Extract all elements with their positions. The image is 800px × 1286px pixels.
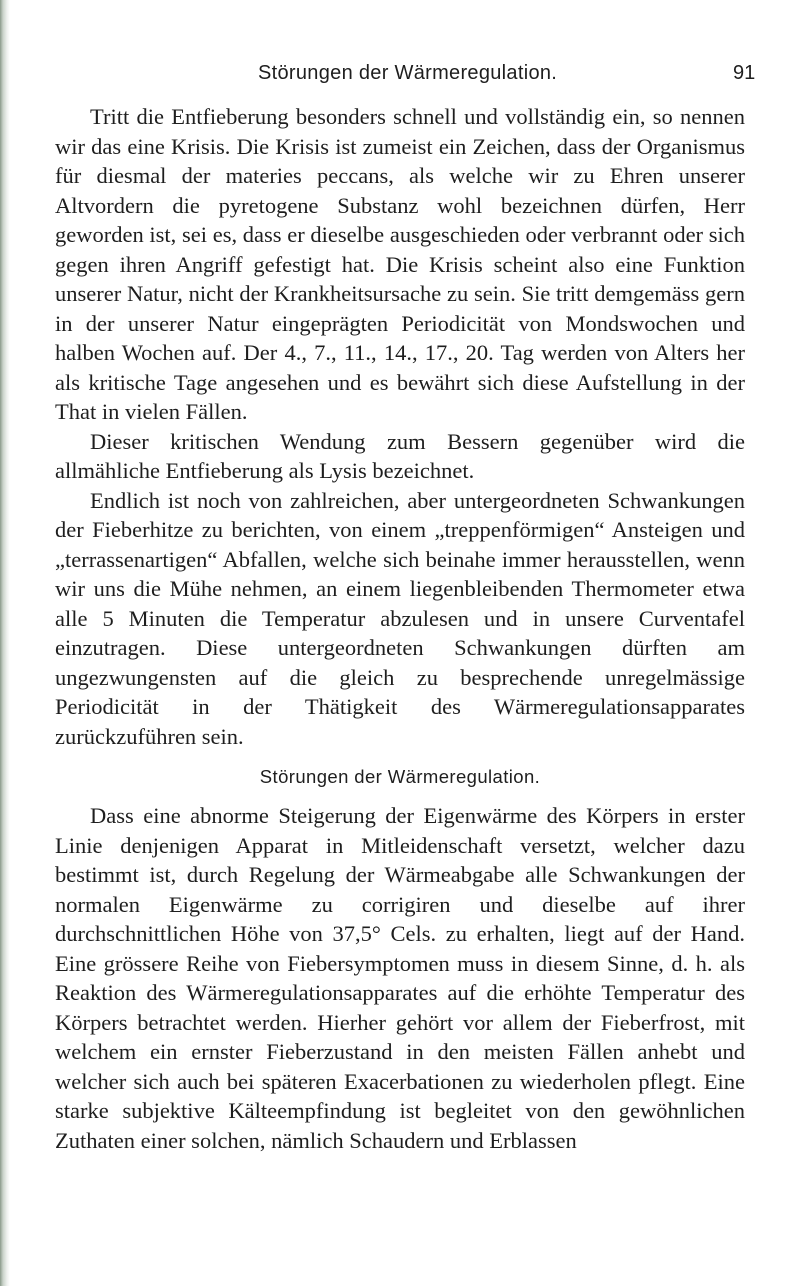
running-head <box>0 62 800 92</box>
page-binding-edge <box>0 0 10 1286</box>
page-number: 91 <box>733 62 756 84</box>
paragraph-waermeregulation: Dass eine abnorme Steigerung der Eigenwärme des Körpers in erster Linie denjenigen Apparat in Mitleidenschaft versetzt, welcher dazu bestimmt ist, durch Regelung der Wärmeabgabe alle Schwankungen der normalen Eigenwärme zu corrigiren und dieselbe auf ihrer durchschnittlichen Höhe von 37,5° Cels. zu erhalten, liegt auf der Hand. Eine grössere Reihe von Fiebersymptomen muss in diesem Sinne, d. h. als Reaktion des Wärmeregulationsapparates auf die erhöhte Temperatur des Körpers betrachtet werden. Hierher gehört vor allem der Fieberfrost, mit welchem ein ernster Fieberzustand in den meisten Fällen anhebt und welcher sich auch bei späteren Exacerbationen zu wiederholen pflegt. Eine starke subjektive Kälteempfindung ist begleitet von den gewöhnlichen Zuthaten einer solchen, nämlich Schaudern und Erblassen <box>55 803 745 1153</box>
section-heading: Störungen der Wärmeregulation. <box>259 766 541 787</box>
paragraph-schwankungen: Endlich ist noch von zahlreichen, aber untergeordneten Schwankungen der Fieberhitze zu berichten, von einem „treppenförmigen“ Ansteigen und „terrassenartigen“ Abfallen, welche sich beinahe immer herausstellen, wenn wir uns die Mühe nehmen, an einem liegenbleibenden Thermometer etwa alle 5 Minuten die Temperatur abzulesen und in unsere Curventafel einzutragen. Diese untergeordneten Schwankungen dürften am ungezwungensten auf die gleich zu besprechende unregelmässige Periodicität in der Thätigkeit des Wärmeregulationsapparates zurückzuführen sein. <box>55 487 745 749</box>
paragraph-krisis: Tritt die Entfieberung besonders schnell und vollständig ein, so nennen wir das eine Krisis. Die Krisis ist zumeist ein Zeichen, dass der Organismus für diesmal der materies peccans, als welche wir zu Ehren unserer Altvordern die pyretogene Substanz wohl bezeichnen dürfen, Herr geworden ist, sei es, dass er dieselbe ausgeschieden oder verbrannt oder sich gegen ihren Angriff gefestigt hat. Die Krisis scheint also eine Funktion unserer Natur, nicht der Krankheitsursache zu sein. Sie tritt demgemäss gern in der unserer Natur eingeprägten Periodicität von Mondswochen und halben Wochen auf. Der 4., 7., 11., 14., 17., 20. Tag werden von Alters her als kritische Tage angesehen und es bewährt sich diese Aufstellung in der That in vielen Fällen. <box>55 104 745 424</box>
body-text <box>55 102 745 1155</box>
paragraph-lysis: Dieser kritischen Wendung zum Bessern gegenüber wird die allmähliche Entfieberung als Lysis bezeichnet. <box>55 428 745 483</box>
running-head-title: Störungen der Wärmeregulation. <box>258 62 558 84</box>
